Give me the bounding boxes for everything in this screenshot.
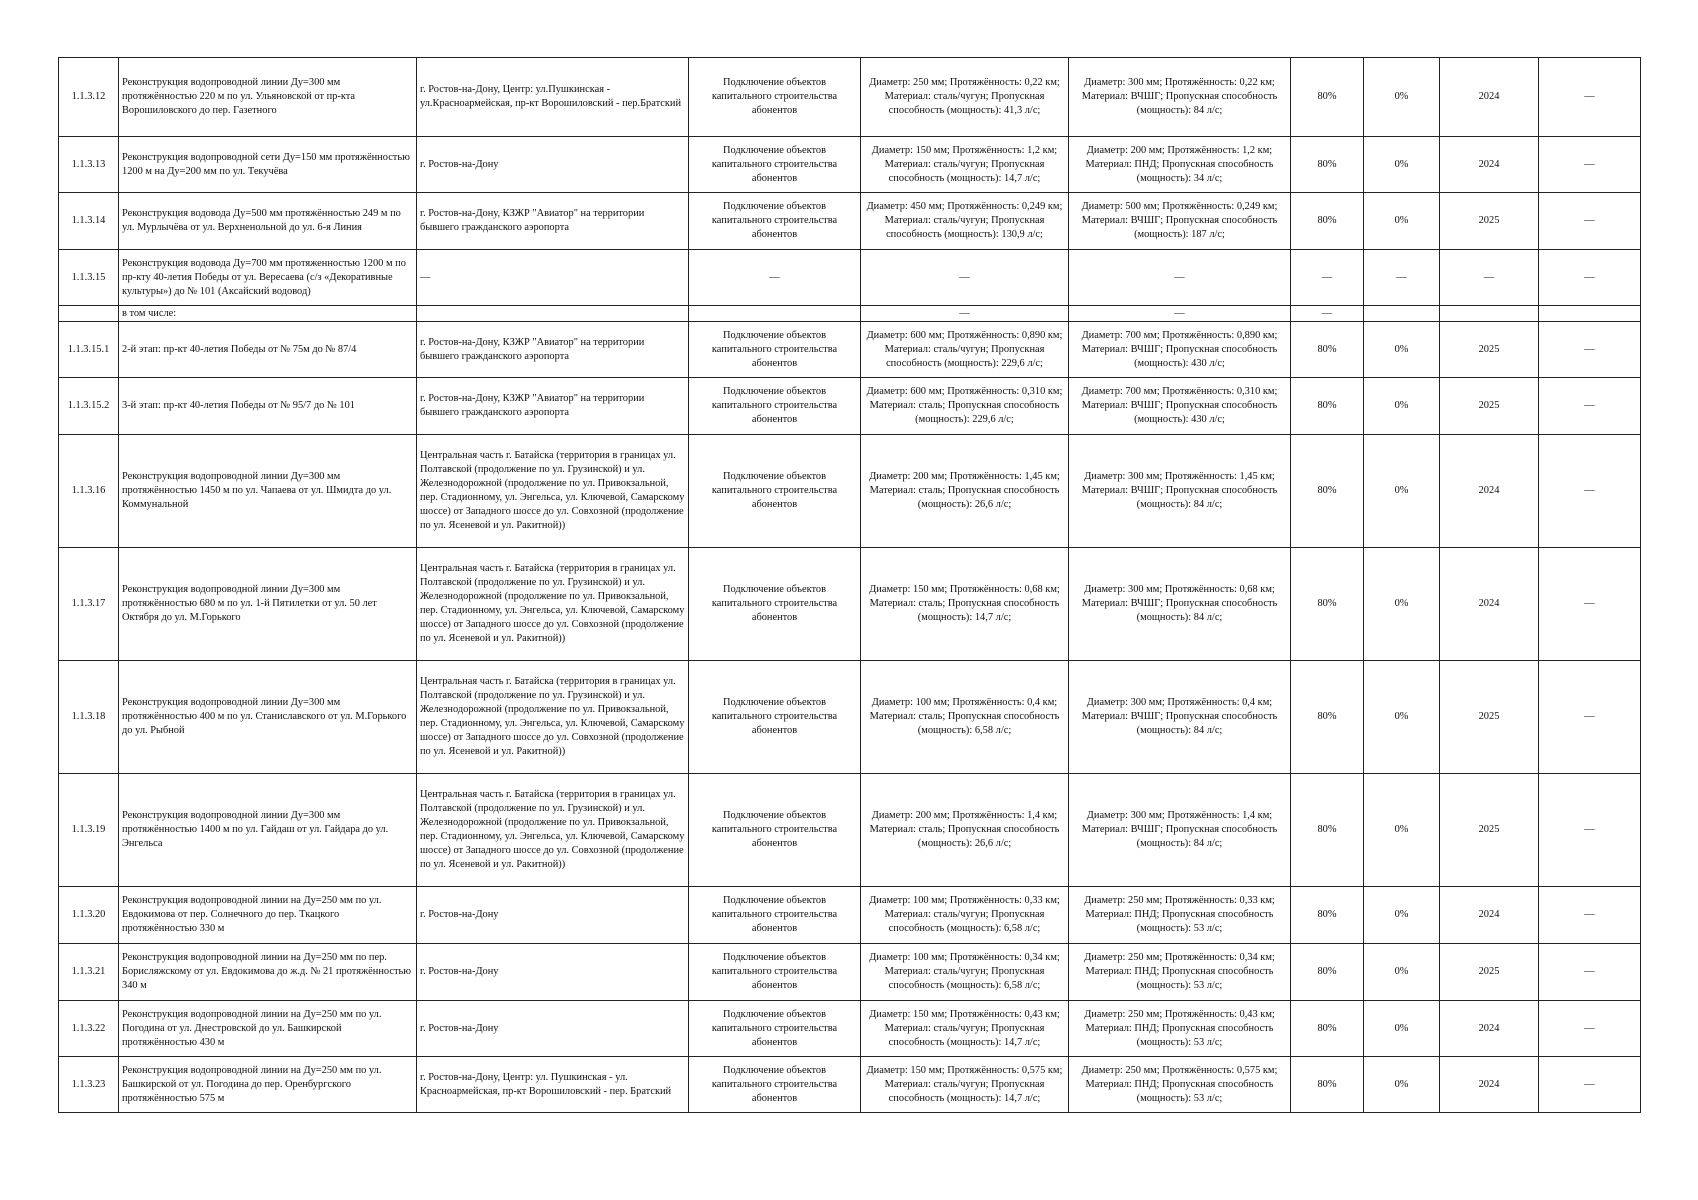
note: — — [1539, 944, 1641, 1001]
row-number: 1.1.3.14 — [59, 193, 119, 250]
table-row — [59, 944, 1641, 1001]
year: 2025 — [1440, 193, 1539, 250]
year: 2024 — [1440, 58, 1539, 137]
project-location: Центральная часть г. Батайска (территория в границах ул. Полтавской (продолжение по ул. Грузинской) и ул. Железнодорожной (продолжение по ул. Привокзальной, пер. Стадионному, ул. Энгельса, ул. Ключевой, Самарскому шоссе) от Западного шоссе до ул. Совхозной (продолжение по ул. Ясеневой и ул. Ракитной)) — [417, 774, 689, 887]
year: 2024 — [1440, 548, 1539, 661]
project-purpose: Подключение объектов капитального строительства абонентов — [689, 137, 861, 193]
wear-before: 80% — [1291, 1001, 1364, 1057]
row-number — [59, 306, 119, 322]
wear-after: 0% — [1364, 944, 1440, 1001]
year: 2024 — [1440, 1001, 1539, 1057]
params-before: Диаметр: 250 мм; Протяжённость: 0,22 км; Материал: сталь/чугун; Пропускная способность (мощность): 41,3 л/с; — [861, 58, 1069, 137]
note: — — [1539, 774, 1641, 887]
row-number: 1.1.3.12 — [59, 58, 119, 137]
project-purpose: Подключение объектов капитального строительства абонентов — [689, 1001, 861, 1057]
params-after: Диаметр: 300 мм; Протяжённость: 1,4 км; Материал: ВЧШГ; Пропускная способность (мощность): 84 л/с; — [1069, 774, 1291, 887]
table-row — [59, 435, 1641, 548]
params-after: — — [1069, 250, 1291, 306]
wear-after: — — [1364, 250, 1440, 306]
table-row — [59, 548, 1641, 661]
year: 2025 — [1440, 774, 1539, 887]
note: — — [1539, 322, 1641, 378]
project-purpose: Подключение объектов капитального строительства абонентов — [689, 1057, 861, 1113]
row-number: 1.1.3.18 — [59, 661, 119, 774]
project-name: Реконструкция водопроводной линии Ду=300 мм протяжённостью 1400 м по ул. Гайдаш от ул. Гайдара до ул. Энгельса — [119, 774, 417, 887]
wear-before: 80% — [1291, 548, 1364, 661]
project-location: Центральная часть г. Батайска (территория в границах ул. Полтавской (продолжение по ул. Грузинской) и ул. Железнодорожной (продолжение по ул. Привокзальной, пер. Стадионному, ул. Энгельса, ул. Ключевой, Самарскому шоссе) от Западного шоссе до ул. Совхозной (продолжение по ул. Ясеневой и ул. Ракитной)) — [417, 661, 689, 774]
year: 2024 — [1440, 1057, 1539, 1113]
params-before: — — [861, 250, 1069, 306]
wear-before: — — [1291, 306, 1364, 322]
project-purpose: Подключение объектов капитального строительства абонентов — [689, 193, 861, 250]
table-row — [59, 887, 1641, 944]
wear-after: 0% — [1364, 774, 1440, 887]
wear-before: 80% — [1291, 137, 1364, 193]
params-after: Диаметр: 300 мм; Протяжённость: 0,4 км; Материал: ВЧШГ; Пропускная способность (мощность): 84 л/с; — [1069, 661, 1291, 774]
params-after: Диаметр: 700 мм; Протяжённость: 0,890 км; Материал: ВЧШГ; Пропускная способность (мощность): 430 л/с; — [1069, 322, 1291, 378]
params-after: Диаметр: 250 мм; Протяжённость: 0,575 км; Материал: ПНД; Пропускная способность (мощность): 53 л/с; — [1069, 1057, 1291, 1113]
row-number: 1.1.3.19 — [59, 774, 119, 887]
project-location: Центральная часть г. Батайска (территория в границах ул. Полтавской (продолжение по ул. Грузинской) и ул. Железнодорожной (продолжение по ул. Привокзальной, пер. Стадионному, ул. Энгельса, ул. Ключевой, Самарскому шоссе) от Западного шоссе до ул. Совхозной (продолжение по ул. Ясеневой и ул. Ракитной)) — [417, 548, 689, 661]
params-after: Диаметр: 700 мм; Протяжённость: 0,310 км; Материал: ВЧШГ; Пропускная способность (мощность): 430 л/с; — [1069, 378, 1291, 435]
note: — — [1539, 661, 1641, 774]
year — [1440, 306, 1539, 322]
table-row — [59, 250, 1641, 306]
project-name: Реконструкция водопроводной линии Ду=300 мм протяжённостью 680 м по ул. 1-й Пятилетки от ул. 50 лет Октября до ул. М.Горького — [119, 548, 417, 661]
params-before: Диаметр: 150 мм; Протяжённость: 0,68 км; Материал: сталь; Пропускная способность (мощность): 14,7 л/с; — [861, 548, 1069, 661]
project-name: Реконструкция водопроводной линии Ду=300 мм протяжённостью 1450 м по ул. Чапаева от ул. Шмидта до ул. Коммунальной — [119, 435, 417, 548]
wear-before: 80% — [1291, 193, 1364, 250]
year: 2025 — [1440, 322, 1539, 378]
params-after: Диаметр: 200 мм; Протяжённость: 1,2 км; Материал: ПНД; Пропускная способность (мощность): 34 л/с; — [1069, 137, 1291, 193]
project-location: г. Ростов-на-Дону, КЗЖР "Авиатор" на территории бывшего гражданского аэропорта — [417, 193, 689, 250]
wear-after — [1364, 306, 1440, 322]
project-purpose: Подключение объектов капитального строительства абонентов — [689, 548, 861, 661]
wear-before: 80% — [1291, 944, 1364, 1001]
project-location: г. Ростов-на-Дону, КЗЖР "Авиатор" на территории бывшего гражданского аэропорта — [417, 322, 689, 378]
wear-before: 80% — [1291, 322, 1364, 378]
project-name: Реконструкция водовода Ду=700 мм протяженностью 1200 м по пр-кту 40-летия Победы от ул. Вересаева (с/з «Декоративные культуры») до № 101 (Аксайский водовод) — [119, 250, 417, 306]
row-number: 1.1.3.23 — [59, 1057, 119, 1113]
project-location: г. Ростов-на-Дону — [417, 887, 689, 944]
params-after: Диаметр: 500 мм; Протяжённость: 0,249 км; Материал: ВЧШГ; Пропускная способность (мощность): 187 л/с; — [1069, 193, 1291, 250]
table-row — [59, 378, 1641, 435]
row-number: 1.1.3.22 — [59, 1001, 119, 1057]
year: 2025 — [1440, 661, 1539, 774]
project-location: — — [417, 250, 689, 306]
wear-after: 0% — [1364, 1057, 1440, 1113]
note: — — [1539, 887, 1641, 944]
project-name: Реконструкция водопроводной линии Ду=300 мм протяжённостью 220 м по ул. Ульяновской от пр-кта Ворошиловского до пер. Газетного — [119, 58, 417, 137]
project-name: Реконструкция водопроводной линии на Ду=250 мм по пер. Борисляжскому от ул. Евдокимова до ж.д. № 21 протяжённостью 340 м — [119, 944, 417, 1001]
wear-before: 80% — [1291, 887, 1364, 944]
wear-after: 0% — [1364, 548, 1440, 661]
params-after: Диаметр: 250 мм; Протяжённость: 0,34 км; Материал: ПНД; Пропускная способность (мощность): 53 л/с; — [1069, 944, 1291, 1001]
note: — — [1539, 1057, 1641, 1113]
params-before: Диаметр: 600 мм; Протяжённость: 0,890 км; Материал: сталь/чугун; Пропускная способность (мощность): 229,6 л/с; — [861, 322, 1069, 378]
project-purpose: Подключение объектов капитального строительства абонентов — [689, 887, 861, 944]
params-before: Диаметр: 150 мм; Протяжённость: 0,575 км; Материал: сталь/чугун; Пропускная способность (мощность): 14,7 л/с; — [861, 1057, 1069, 1113]
year: 2025 — [1440, 378, 1539, 435]
wear-after: 0% — [1364, 378, 1440, 435]
project-purpose: Подключение объектов капитального строительства абонентов — [689, 944, 861, 1001]
row-number: 1.1.3.17 — [59, 548, 119, 661]
params-before: Диаметр: 150 мм; Протяжённость: 0,43 км; Материал: сталь/чугун; Пропускная способность (мощность): 14,7 л/с; — [861, 1001, 1069, 1057]
project-name: 2-й этап: пр-кт 40-летия Победы от № 75м до № 87/4 — [119, 322, 417, 378]
wear-before: 80% — [1291, 435, 1364, 548]
params-before: Диаметр: 100 мм; Протяжённость: 0,33 км; Материал: сталь/чугун; Пропускная способность (мощность): 6,58 л/с; — [861, 887, 1069, 944]
project-location: г. Ростов-на-Дону — [417, 137, 689, 193]
params-before: Диаметр: 600 мм; Протяжённость: 0,310 км; Материал: сталь; Пропускная способность (мощность): 229,6 л/с; — [861, 378, 1069, 435]
project-table — [58, 57, 1641, 1113]
note: — — [1539, 378, 1641, 435]
table-row — [59, 193, 1641, 250]
year: 2024 — [1440, 137, 1539, 193]
wear-after: 0% — [1364, 1001, 1440, 1057]
project-purpose: Подключение объектов капитального строительства абонентов — [689, 322, 861, 378]
params-after: Диаметр: 300 мм; Протяжённость: 0,22 км; Материал: ВЧШГ; Пропускная способность (мощность): 84 л/с; — [1069, 58, 1291, 137]
project-purpose: Подключение объектов капитального строительства абонентов — [689, 58, 861, 137]
note: — — [1539, 435, 1641, 548]
note: — — [1539, 548, 1641, 661]
params-before: Диаметр: 450 мм; Протяжённость: 0,249 км; Материал: сталь/чугун; Пропускная способность (мощность): 130,9 л/с; — [861, 193, 1069, 250]
params-before: Диаметр: 200 мм; Протяжённость: 1,45 км; Материал: сталь; Пропускная способность (мощность): 26,6 л/с; — [861, 435, 1069, 548]
table-row — [59, 58, 1641, 137]
year: 2024 — [1440, 887, 1539, 944]
wear-before: 80% — [1291, 661, 1364, 774]
project-name: 3-й этап: пр-кт 40-летия Победы от № 95/7 до № 101 — [119, 378, 417, 435]
table-row — [59, 1001, 1641, 1057]
row-number: 1.1.3.15.1 — [59, 322, 119, 378]
wear-before: — — [1291, 250, 1364, 306]
row-number: 1.1.3.21 — [59, 944, 119, 1001]
project-location: г. Ростов-на-Дону, Центр: ул. Пушкинская - ул. Красноармейская, пр-кт Ворошиловский - пер. Братский — [417, 1057, 689, 1113]
note — [1539, 306, 1641, 322]
note: — — [1539, 193, 1641, 250]
params-after: Диаметр: 250 мм; Протяжённость: 0,43 км; Материал: ПНД; Пропускная способность (мощность): 53 л/с; — [1069, 1001, 1291, 1057]
wear-before: 80% — [1291, 58, 1364, 137]
year: 2024 — [1440, 435, 1539, 548]
table-row — [59, 1057, 1641, 1113]
wear-before: 80% — [1291, 774, 1364, 887]
row-number: 1.1.3.20 — [59, 887, 119, 944]
wear-after: 0% — [1364, 887, 1440, 944]
wear-after: 0% — [1364, 322, 1440, 378]
project-location: г. Ростов-на-Дону — [417, 1001, 689, 1057]
table-row — [59, 661, 1641, 774]
row-number: 1.1.3.16 — [59, 435, 119, 548]
wear-after: 0% — [1364, 661, 1440, 774]
project-name: Реконструкция водовода Ду=500 мм протяжённостью 249 м по ул. Мурлычёва от ул. Верхненольной до ул. 6-я Линия — [119, 193, 417, 250]
project-location: Центральная часть г. Батайска (территория в границах ул. Полтавской (продолжение по ул. Грузинской) и ул. Железнодорожной (продолжение по ул. Привокзальной, пер. Стадионному, ул. Энгельса, ул. Ключевой, Самарскому шоссе) от Западного шоссе до ул. Совхозной (продолжение по ул. Ясеневой и ул. Ракитной)) — [417, 435, 689, 548]
row-number: 1.1.3.15 — [59, 250, 119, 306]
row-number: 1.1.3.13 — [59, 137, 119, 193]
params-before: Диаметр: 100 мм; Протяжённость: 0,34 км; Материал: сталь/чугун; Пропускная способность (мощность): 6,58 л/с; — [861, 944, 1069, 1001]
project-name: Реконструкция водопроводной линии на Ду=250 мм по ул. Евдокимова от пер. Солнечного до пер. Ткацкого протяжённостью 330 м — [119, 887, 417, 944]
project-purpose — [689, 306, 861, 322]
project-name: Реконструкция водопроводной линии на Ду=250 мм по ул. Погодина от ул. Днестровской до ул. Башкирской протяжённостью 430 м — [119, 1001, 417, 1057]
params-before: — — [861, 306, 1069, 322]
table-row — [59, 774, 1641, 887]
project-location — [417, 306, 689, 322]
params-after: Диаметр: 300 мм; Протяжённость: 0,68 км; Материал: ВЧШГ; Пропускная способность (мощность): 84 л/с; — [1069, 548, 1291, 661]
project-name: в том числе: — [119, 306, 417, 322]
year: — — [1440, 250, 1539, 306]
params-before: Диаметр: 150 мм; Протяжённость: 1,2 км; Материал: сталь/чугун; Пропускная способность (мощность): 14,7 л/с; — [861, 137, 1069, 193]
wear-after: 0% — [1364, 193, 1440, 250]
year: 2025 — [1440, 944, 1539, 1001]
params-before: Диаметр: 100 мм; Протяжённость: 0,4 км; Материал: сталь; Пропускная способность (мощность): 6,58 л/с; — [861, 661, 1069, 774]
wear-before: 80% — [1291, 378, 1364, 435]
params-after: — — [1069, 306, 1291, 322]
note: — — [1539, 58, 1641, 137]
project-location: г. Ростов-на-Дону, КЗЖР "Авиатор" на территории бывшего гражданского аэропорта — [417, 378, 689, 435]
params-after: Диаметр: 250 мм; Протяжённость: 0,33 км; Материал: ПНД; Пропускная способность (мощность): 53 л/с; — [1069, 887, 1291, 944]
table-row — [59, 322, 1641, 378]
params-after: Диаметр: 300 мм; Протяжённость: 1,45 км; Материал: ВЧШГ; Пропускная способность (мощность): 84 л/с; — [1069, 435, 1291, 548]
project-location: г. Ростов-на-Дону, Центр: ул.Пушкинская - ул.Красноармейская, пр-кт Ворошиловский - пер.Братский — [417, 58, 689, 137]
project-purpose: Подключение объектов капитального строительства абонентов — [689, 774, 861, 887]
project-purpose: Подключение объектов капитального строительства абонентов — [689, 435, 861, 548]
wear-before: 80% — [1291, 1057, 1364, 1113]
note: — — [1539, 137, 1641, 193]
note: — — [1539, 250, 1641, 306]
params-before: Диаметр: 200 мм; Протяжённость: 1,4 км; Материал: сталь; Пропускная способность (мощность): 26,6 л/с; — [861, 774, 1069, 887]
project-purpose: Подключение объектов капитального строительства абонентов — [689, 378, 861, 435]
wear-after: 0% — [1364, 58, 1440, 137]
row-number: 1.1.3.15.2 — [59, 378, 119, 435]
note: — — [1539, 1001, 1641, 1057]
project-purpose: Подключение объектов капитального строительства абонентов — [689, 661, 861, 774]
project-purpose: — — [689, 250, 861, 306]
wear-after: 0% — [1364, 435, 1440, 548]
project-name: Реконструкция водопроводной линии на Ду=250 мм по ул. Башкирской от ул. Погодина до пер. Оренбургского протяжённостью 575 м — [119, 1057, 417, 1113]
project-name: Реконструкция водопроводной линии Ду=300 мм протяжённостью 400 м по ул. Станиславского от ул. М.Горького до ул. Рыбной — [119, 661, 417, 774]
wear-after: 0% — [1364, 137, 1440, 193]
table-row — [59, 306, 1641, 322]
project-name: Реконструкция водопроводной сети Ду=150 мм протяжённостью 1200 м на Ду=200 мм по ул. Текучёва — [119, 137, 417, 193]
project-location: г. Ростов-на-Дону — [417, 944, 689, 1001]
table-row — [59, 137, 1641, 193]
